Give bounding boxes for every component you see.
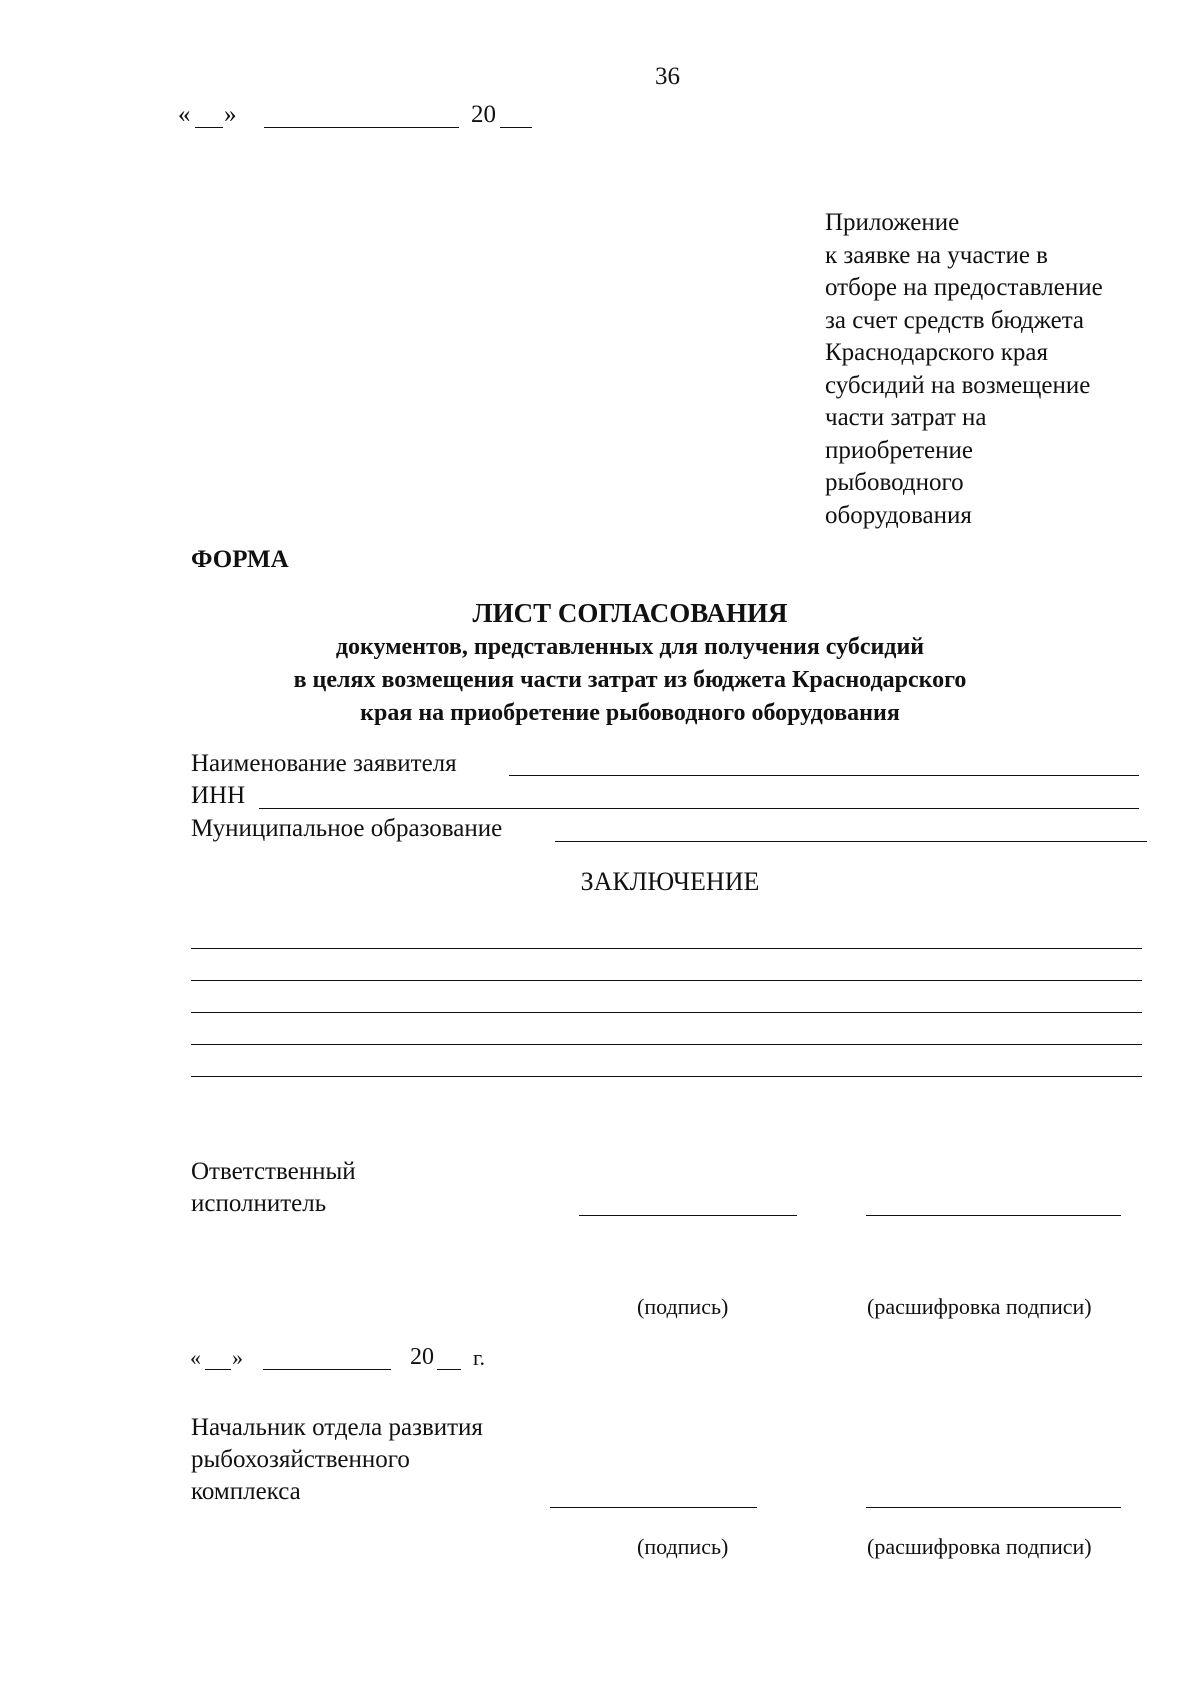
responsible-signature-field[interactable] <box>579 1215 797 1216</box>
appendix-line: части затрат на <box>825 404 987 431</box>
conclusion-line[interactable] <box>191 1076 1142 1077</box>
conclusion-line[interactable] <box>191 1044 1142 1045</box>
bottom-date-day-blank <box>205 1369 231 1370</box>
applicant-name-field[interactable] <box>509 775 1139 776</box>
bottom-date <box>190 1343 510 1379</box>
top-date-month-blank <box>264 127 459 128</box>
top-date <box>178 100 538 136</box>
applicant-name-label: Наименование заявителя <box>191 750 457 777</box>
appendix-line: отборе на предоставление <box>825 274 1103 301</box>
appendix-line: субсидий на возмещение <box>825 371 1091 399</box>
responsible-label-line-2: исполнитель <box>191 1190 327 1217</box>
top-date-day-blank <box>195 127 223 128</box>
appendix-line: за счет средств бюджета <box>825 306 1085 334</box>
bottom-date-quote-close: » <box>232 1345 243 1370</box>
bottom-date-month-blank <box>263 1369 391 1370</box>
bottom-date-year-blank <box>437 1369 461 1370</box>
appendix-line: Приложение <box>825 209 960 236</box>
conclusion-line[interactable] <box>191 948 1142 949</box>
conclusion-line[interactable] <box>191 980 1142 981</box>
head-signature-field[interactable] <box>550 1507 757 1508</box>
appendix-line: к заявке на участие в <box>825 241 1048 269</box>
page-number: 36 <box>655 63 680 90</box>
responsible-signature-caption: (подпись) <box>637 1294 729 1319</box>
top-date-quote-open: « <box>178 101 191 128</box>
document-subtitle-line-2: в целях возмещения части затрат из бюджета Краснодарского <box>293 667 967 693</box>
conclusion-line[interactable] <box>191 1012 1142 1013</box>
inn-field[interactable] <box>259 808 1139 809</box>
form-label: ФОРМА <box>191 546 289 573</box>
responsible-label-line-1: Ответственный <box>191 1158 356 1185</box>
head-label-line-1: Начальник отдела развития <box>191 1414 483 1441</box>
top-date-quote-close: » <box>224 101 237 128</box>
responsible-decoding-caption: (расшифровка подписи) <box>867 1294 1092 1319</box>
municipality-label: Муниципальное образование <box>191 815 503 842</box>
document-subtitle-line-1: документов, представленных для получения субсидий <box>335 634 925 660</box>
top-date-year-prefix: 20 <box>471 101 496 128</box>
top-date-year-blank <box>500 127 532 128</box>
bottom-date-quote-open: « <box>190 1345 201 1370</box>
appendix-line: рыбоводного <box>825 469 964 496</box>
document-subtitle-line-3: края на приобретение рыбоводного оборудования <box>360 700 900 726</box>
inn-label: ИНН <box>191 782 246 809</box>
head-decoding-caption: (расшифровка подписи) <box>867 1534 1092 1559</box>
head-decoding-field[interactable] <box>866 1507 1121 1508</box>
head-signature-caption: (подпись) <box>637 1534 729 1559</box>
municipality-field[interactable] <box>555 841 1147 842</box>
bottom-date-year-prefix: 20 <box>410 1344 434 1370</box>
responsible-decoding-field[interactable] <box>866 1215 1121 1216</box>
document-title: ЛИСТ СОГЛАСОВАНИЯ <box>472 598 788 628</box>
appendix-line: оборудования <box>825 501 972 529</box>
head-label-line-2: рыбохозяйственного <box>191 1446 410 1473</box>
conclusion-heading: ЗАКЛЮЧЕНИЕ <box>580 867 760 896</box>
bottom-date-year-suffix: г. <box>473 1345 486 1370</box>
appendix-block <box>825 207 1103 532</box>
head-label-line-3: комплекса <box>191 1478 301 1505</box>
appendix-line: Краснодарского края <box>825 339 1048 366</box>
appendix-line: приобретение <box>825 436 973 464</box>
